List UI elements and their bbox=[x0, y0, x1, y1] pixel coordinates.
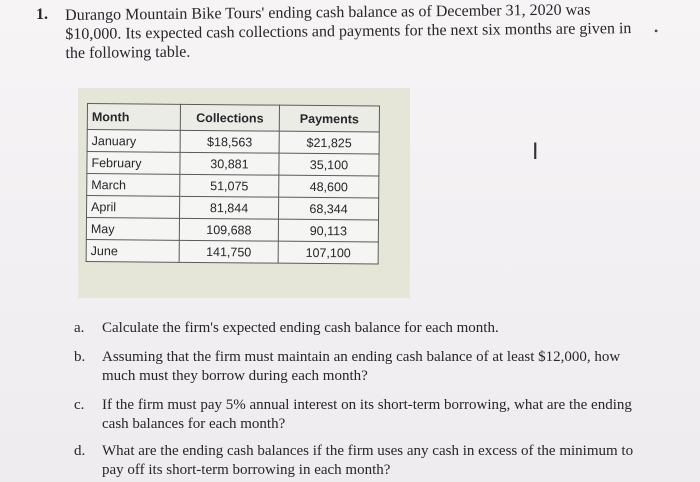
question-intro: Durango Mountain Bike Tours' ending cash balance as of December 31, 2020 was $10,000. Its expected cash collections and payments for the next six months are given in the following table. bbox=[65, 1, 632, 62]
question-number: 1. bbox=[36, 6, 48, 23]
header-payments: Payments bbox=[279, 105, 379, 132]
cell-payments: 90,113 bbox=[278, 219, 378, 242]
table-row bbox=[86, 239, 378, 264]
table-header-row bbox=[87, 104, 379, 133]
cell-collections: 30,881 bbox=[180, 152, 279, 175]
cell-payments: 107,100 bbox=[278, 241, 378, 264]
table-row bbox=[87, 174, 379, 199]
subquestion-letter: c. bbox=[74, 397, 85, 413]
cell-collections: 109,688 bbox=[179, 218, 278, 241]
subquestion-text: Calculate the firm's expected ending cash balance for each month. bbox=[102, 320, 499, 336]
cell-payments: 35,100 bbox=[279, 153, 379, 176]
header-month: Month bbox=[87, 104, 180, 131]
cell-payments: 68,344 bbox=[278, 197, 378, 220]
cell-collections: 141,750 bbox=[179, 240, 278, 263]
header-collections: Collections bbox=[180, 104, 279, 131]
table-row bbox=[87, 196, 379, 221]
subquestion-letter: b. bbox=[74, 349, 86, 365]
cash-flow-table bbox=[86, 103, 380, 265]
subquestion-letter: a. bbox=[74, 320, 85, 336]
table-row bbox=[87, 152, 379, 177]
table-row bbox=[86, 218, 378, 243]
cell-month: March bbox=[87, 174, 180, 197]
cell-month: June bbox=[86, 239, 179, 262]
subquestion-text: What are the ending cash balances if the firm uses any cash in excess of the minimum to pay off its short-term borrowing in each month? bbox=[102, 443, 634, 478]
subquestion-letter: d. bbox=[74, 443, 86, 459]
cell-collections: $18,563 bbox=[180, 130, 279, 153]
bullet-mark: • bbox=[654, 24, 659, 38]
cell-month: January bbox=[87, 130, 180, 153]
cell-payments: $21,825 bbox=[279, 131, 379, 154]
subquestion-text: If the firm must pay 5% annual interest on its short-term borrowing, what are the ending cash balances for each month? bbox=[102, 397, 632, 432]
cell-month: April bbox=[87, 196, 180, 219]
cell-month: May bbox=[86, 218, 179, 241]
cell-collections: 81,844 bbox=[179, 196, 278, 219]
text-cursor-icon: I bbox=[532, 140, 539, 165]
table-row bbox=[87, 130, 379, 155]
cell-collections: 51,075 bbox=[180, 174, 279, 197]
cell-month: February bbox=[87, 152, 180, 175]
cell-payments: 48,600 bbox=[279, 175, 379, 198]
subquestion-text: Assuming that the firm must maintain an ending cash balance of at least $12,000, how much must they borrow during each month? bbox=[102, 349, 621, 384]
